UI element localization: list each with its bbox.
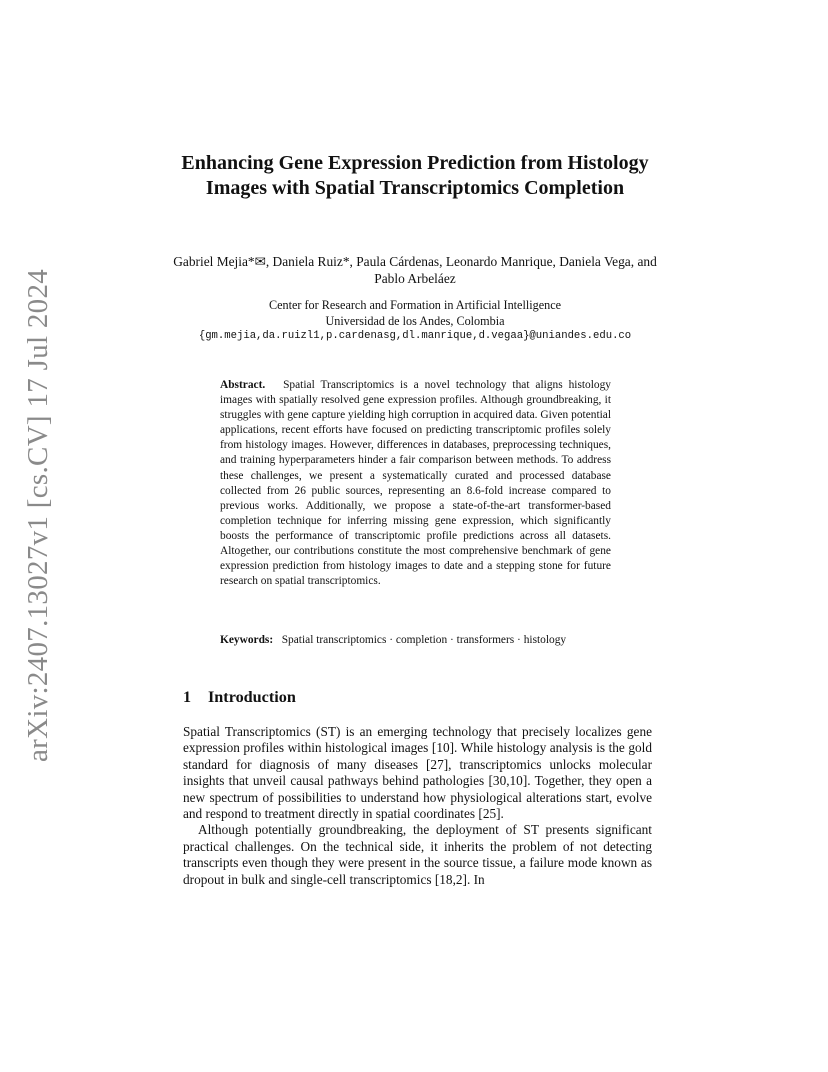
affiliation-line-1: Center for Research and Formation in Artificial Intelligence (268, 298, 562, 312)
arxiv-stamp: arXiv:2407.13027v1 [cs.CV] 17 Jul 2024 (22, 268, 54, 762)
author-list: Gabriel Mejia*✉, Daniela Ruiz*, Paula Cárdenas, Leonardo Manrique, Daniela Vega, and Pablo Arbeláez (173, 254, 657, 286)
abstract-text: Spatial Transcriptomics is a novel technology that aligns histology images with spatially resolved gene expression profiles. Although groundbreaking, it struggles with gene capture yielding high corruption in acquired data. Given potential applications, recent efforts have focused on predicting transcriptomic profiles solely from histology images. However, differences in databases, preprocessing techniques, and training hyperparameters hinder a fair comparison between methods. To address these challenges, we present a systematically curated and processed database collected from 26 public sources, representing an 8.6-fold increase compared to previous works. Additionally, we propose a state-of-the-art transformer-based completion technique for inferring missing gene expression, which significantly boosts the performance of transcriptomic profile predictions across all datasets. Altogether, our contributions constitute the most comprehensive benchmark of gene expression prediction from histology images to date and a stepping stone for future research on spatial transcriptomics. (220, 379, 611, 588)
abstract (220, 378, 611, 589)
paragraph: Spatial Transcriptomics (ST) is an emerging technology that precisely localizes gene expression profiles within histological images [10]. While histology analysis is the gold standard for diagnosis of many diseases [27], transcriptomics unlocks molecular insights that unveil causal pathways behind pathologies [30,10]. Together, they open a new spectrum of possibilities to understand how physiological alterations start, evolve and respond to treatment directly in spatial coordinates [25]. (183, 724, 652, 822)
keywords-label: Keywords: (220, 634, 279, 646)
author-emails: {gm.mejia,da.ruizl1,p.cardenasg,dl.manrique,d.vegaa}@uniandes.edu.co (198, 330, 632, 342)
keywords (220, 633, 611, 648)
section-title: Introduction (208, 688, 296, 706)
paragraph: Although potentially groundbreaking, the deployment of ST presents significant practical challenges. On the technical side, it inherits the problem of not detecting transcripts even though they were present in the source tissue, a failure mode known as dropout in bulk and single-cell transcriptomics [18,2]. In (183, 822, 652, 887)
abstract-label: Abstract. (220, 379, 278, 391)
keywords-text: Spatial transcriptomics · completion · transformers · histology (281, 634, 567, 646)
section-heading (183, 688, 653, 707)
paper-title: Enhancing Gene Expression Prediction from Histology Images with Spatial Transcriptomics Completion (181, 152, 649, 199)
section-number: 1 (183, 688, 192, 706)
affiliation-block (150, 298, 680, 345)
affiliation-line-2: Universidad de los Andes, Colombia (325, 313, 505, 328)
body-text (183, 724, 652, 888)
